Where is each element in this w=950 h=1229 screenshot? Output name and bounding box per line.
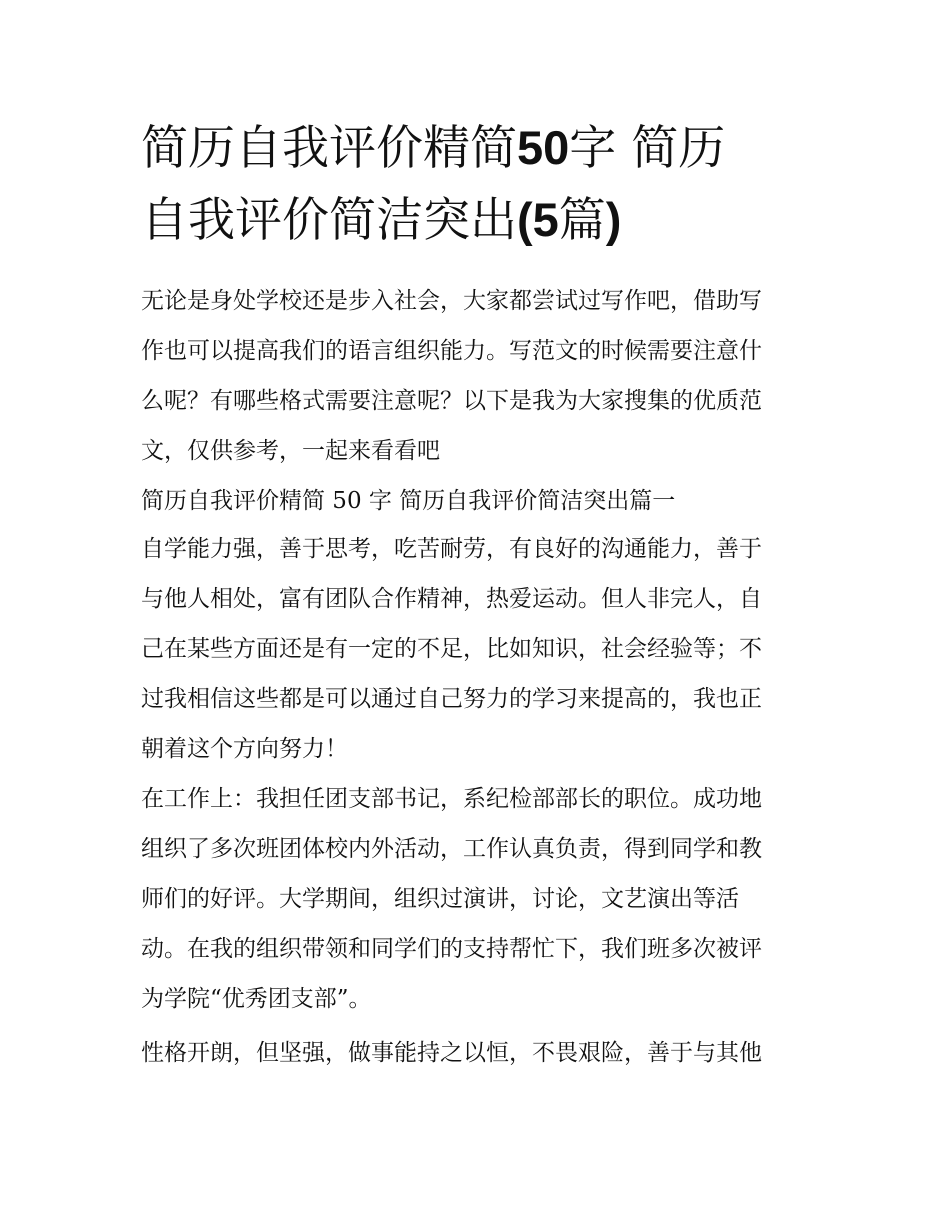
paragraph-line: 师们的好评。大学期间，组织过演讲，讨论，文艺演出等活 [141,886,739,912]
title-line-1 [141,112,821,184]
paragraph-line: 己在某些方面还是有一定的不足，比如知识，社会经验等；不 [141,636,762,662]
paragraph-line: 过我相信这些都是可以通过自己努力的学习来提高的，我也正 [141,686,762,712]
intro-line: 无论是身处学校还是步入社会，大家都尝试过写作吧，借助写 [141,288,762,314]
title-line-1-text-a: 简历自我评价精简 [141,121,517,176]
paragraph-line: 与他人相处，富有团队合作精神，热爱运动。但人非完人，自 [141,586,762,612]
title-line-2-number: (5 [517,193,559,246]
paragraph-line: 在工作上：我担任团支部书记，系纪检部部长的职位。成功地 [141,786,762,812]
paragraph-line: 组织了多次班团体校内外活动，工作认真负责，得到同学和教 [141,836,762,862]
title-line-1-number: 50 [517,121,570,174]
paragraph-line: 动。在我的组织带领和同学们的支持帮忙下，我们班多次被评 [141,936,762,962]
title-line-2-text-b: 篇 [558,193,606,248]
paragraph-line: 朝着这个方向努力！ [141,736,348,762]
document-title [141,112,821,256]
intro-paragraph [141,282,813,482]
paragraph-line: 自学能力强，善于思考，吃苦耐劳，有良好的沟通能力，善于 [141,536,762,562]
intro-line: 文，仅供参考，一起来看看吧 [141,438,440,464]
title-line-2 [141,184,821,256]
section-heading [141,482,813,530]
paragraph-line: 性格开朗，但坚强，做事能持之以恒，不畏艰险，善于与其他 [141,1040,762,1066]
paragraph-line: 为学院“优秀团支部”。 [141,986,372,1012]
intro-line: 作也可以提高我们的语言组织能力。写范文的时候需要注意什 [141,338,762,364]
section-heading-text: 简历自我评价精简 50 字 简历自我评价简洁突出篇一 [141,488,676,514]
title-line-1-text-b: 字 简历 [569,121,726,176]
title-line-2-text-a: 自我评价简洁突出 [141,193,517,248]
intro-line: 么呢？有哪些格式需要注意呢？以下是我为大家搜集的优质范 [141,388,762,414]
paragraph-2 [141,780,813,1030]
title-line-2-paren: ) [605,193,622,246]
document-body [141,282,813,1084]
paragraph-1 [141,530,813,780]
paragraph-3 [141,1034,813,1084]
